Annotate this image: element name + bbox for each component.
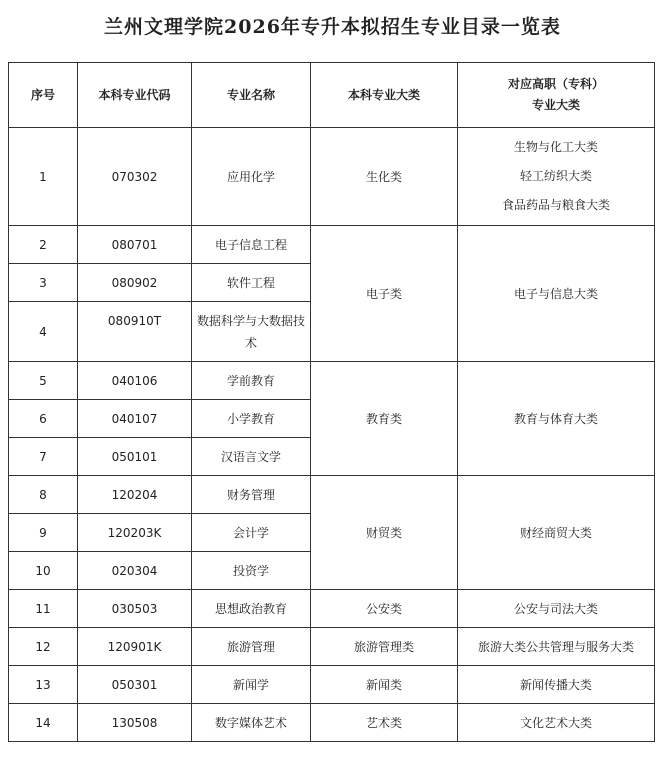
cell-name: 应用化学 — [192, 128, 311, 226]
cell-index: 7 — [9, 438, 78, 476]
cell-index: 11 — [9, 590, 78, 628]
cell-name: 电子信息工程 — [192, 226, 311, 264]
cell-index: 10 — [9, 552, 78, 590]
header-code: 本科专业代码 — [78, 63, 192, 128]
cell-code: 070302 — [78, 128, 192, 226]
cell-vocational — [458, 128, 655, 226]
cell-vocational: 教育与体育大类 — [458, 362, 655, 476]
cell-name: 会计学 — [192, 514, 311, 552]
cell-code: 120204 — [78, 476, 192, 514]
cell-index: 8 — [9, 476, 78, 514]
cell-category: 公安类 — [311, 590, 458, 628]
table-row — [9, 226, 655, 264]
cell-category: 艺术类 — [311, 704, 458, 742]
cell-vocational: 文化艺术大类 — [458, 704, 655, 742]
cell-category: 生化类 — [311, 128, 458, 226]
cell-code: 120901K — [78, 628, 192, 666]
cell-vocational: 财经商贸大类 — [458, 476, 655, 590]
cell-code: 030503 — [78, 590, 192, 628]
cell-code: 080902 — [78, 264, 192, 302]
cell-code: 120203K — [78, 514, 192, 552]
cell-index: 2 — [9, 226, 78, 264]
cell-index: 6 — [9, 400, 78, 438]
cell-name: 数字媒体艺术 — [192, 704, 311, 742]
major-catalog-table — [8, 62, 655, 742]
table-row — [9, 362, 655, 400]
table-row — [9, 628, 655, 666]
cell-category: 旅游管理类 — [311, 628, 458, 666]
header-vocational-line1: 对应高职（专科） — [507, 77, 604, 91]
cell-name: 数据科学与大数据技术 — [192, 302, 311, 362]
cell-index: 13 — [9, 666, 78, 704]
table-row — [9, 666, 655, 704]
cell-name: 学前教育 — [192, 362, 311, 400]
cell-vocational: 旅游大类公共管理与服务大类 — [458, 628, 655, 666]
header-category: 本科专业大类 — [311, 63, 458, 128]
table-row — [9, 476, 655, 514]
page-title: 兰州文理学院2026年专升本拟招生专业目录一览表 — [104, 16, 561, 38]
cell-index: 9 — [9, 514, 78, 552]
cell-vocational: 公安与司法大类 — [458, 590, 655, 628]
cell-name: 思想政治教育 — [192, 590, 311, 628]
header-index: 序号 — [9, 63, 78, 128]
cell-index: 5 — [9, 362, 78, 400]
cell-name: 财务管理 — [192, 476, 311, 514]
cell-code: 130508 — [78, 704, 192, 742]
header-vocational — [458, 63, 655, 128]
cell-name: 投资学 — [192, 552, 311, 590]
cell-code: 040107 — [78, 400, 192, 438]
cell-index: 14 — [9, 704, 78, 742]
cell-category: 电子类 — [311, 226, 458, 362]
cell-name: 汉语言文学 — [192, 438, 311, 476]
cell-code: 050301 — [78, 666, 192, 704]
cell-vocational: 新闻传播大类 — [458, 666, 655, 704]
cell-index: 3 — [9, 264, 78, 302]
vocational-item: 食品药品与粮食大类 — [501, 198, 610, 212]
table-row — [9, 590, 655, 628]
cell-code: 080910T — [78, 302, 192, 362]
cell-code: 040106 — [78, 362, 192, 400]
cell-category: 教育类 — [311, 362, 458, 476]
cell-index: 1 — [9, 128, 78, 226]
cell-index: 12 — [9, 628, 78, 666]
cell-category: 财贸类 — [311, 476, 458, 590]
cell-index: 4 — [9, 302, 78, 362]
cell-name: 新闻学 — [192, 666, 311, 704]
cell-code: 050101 — [78, 438, 192, 476]
header-name: 专业名称 — [192, 63, 311, 128]
vocational-item: 轻工纺织大类 — [519, 169, 592, 183]
cell-name: 软件工程 — [192, 264, 311, 302]
vocational-item: 生物与化工大类 — [513, 140, 598, 154]
cell-code: 080701 — [78, 226, 192, 264]
cell-code: 020304 — [78, 552, 192, 590]
cell-name: 旅游管理 — [192, 628, 311, 666]
cell-vocational: 电子与信息大类 — [458, 226, 655, 362]
cell-name: 小学教育 — [192, 400, 311, 438]
table-row — [9, 704, 655, 742]
header-vocational-line2: 专业大类 — [531, 98, 580, 112]
table-row — [9, 128, 655, 226]
cell-category: 新闻类 — [311, 666, 458, 704]
table-header-row — [9, 63, 655, 128]
